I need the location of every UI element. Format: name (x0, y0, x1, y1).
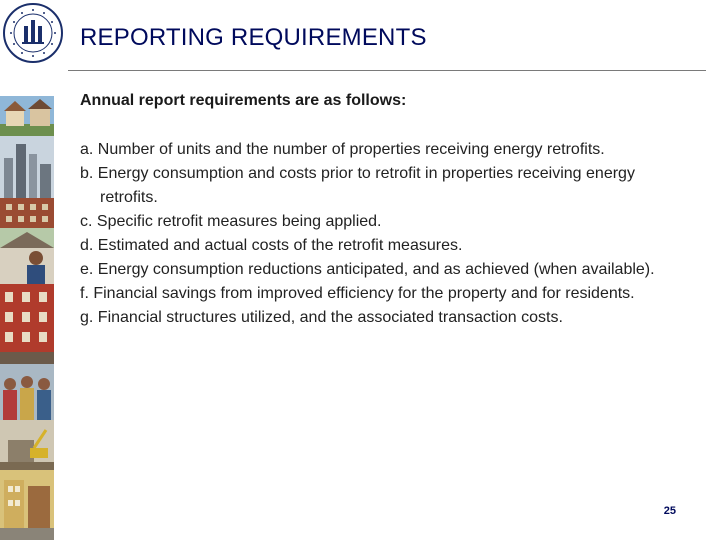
photo-brick-building (0, 198, 54, 228)
page-number: 25 (663, 505, 676, 517)
title-divider (68, 70, 706, 71)
slide-title: REPORTING REQUIREMENTS (80, 24, 427, 51)
photo-construction (0, 420, 54, 470)
list-item: e. Energy consumption reductions anticipated, and as achieved (when available). (80, 261, 655, 278)
list-item: f. Financial savings from improved efficiency for the property and for residents. (80, 285, 635, 302)
list-item: c. Specific retrofit measures being applied. (80, 213, 382, 230)
list-item: a. Number of units and the number of properties receiving energy retrofits. (80, 141, 605, 158)
photo-group (0, 364, 54, 420)
list-item: d. Estimated and actual costs of the retrofit measures. (80, 237, 463, 254)
intro-text: Annual report requirements are as follows: (80, 92, 407, 109)
requirements-list (80, 138, 690, 330)
photo-skyline (0, 136, 54, 198)
photo-apartments (0, 284, 54, 364)
hud-seal-icon (2, 2, 64, 64)
photo-strip (0, 96, 54, 540)
list-item: g. Financial structures utilized, and the associated transaction costs. (80, 309, 563, 326)
photo-street (0, 470, 54, 540)
photo-houses (0, 96, 54, 136)
list-item: b. Energy consumption and costs prior to retrofit in properties receiving energy retrofits. (80, 165, 635, 206)
photo-person (0, 228, 54, 284)
